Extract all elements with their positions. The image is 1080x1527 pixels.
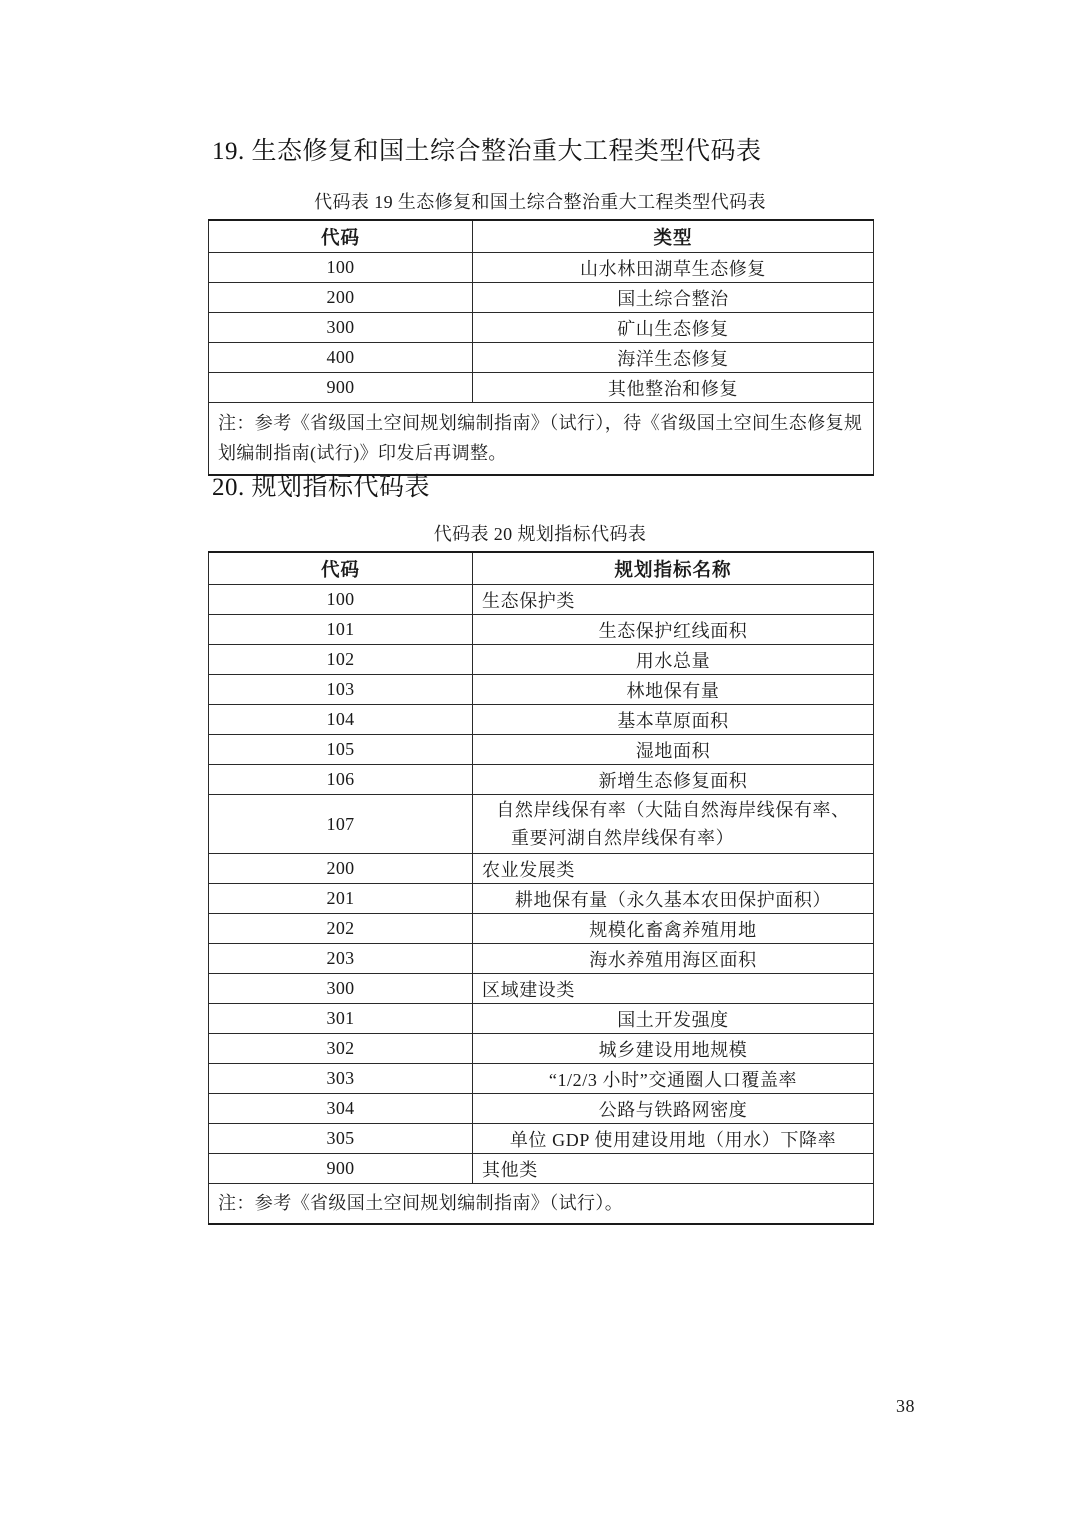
column-header-type: 类型: [473, 220, 874, 253]
table-row: [209, 615, 874, 645]
cell-indicator-name: 城乡建设用地规模: [473, 1034, 874, 1064]
cell-indicator-name: 林地保有量: [473, 675, 874, 705]
cell-code: 302: [209, 1034, 473, 1064]
code-table-20: [208, 551, 874, 1225]
cell-type: 矿山生态修复: [473, 313, 874, 343]
table-note-row: [209, 403, 874, 476]
table-row: [209, 675, 874, 705]
cell-code: 305: [209, 1124, 473, 1154]
table-note: [209, 403, 874, 476]
cell-code: 400: [209, 343, 473, 373]
cell-code: 300: [209, 974, 473, 1004]
cell-code: 300: [209, 313, 473, 343]
cell-code: 104: [209, 705, 473, 735]
note-line: 规划编制指南(试行)》印发后再调整。: [218, 413, 863, 463]
cell-code: 304: [209, 1094, 473, 1124]
table-row: [209, 645, 874, 675]
table-row: [209, 1124, 874, 1154]
section-heading-20: 20. 规划指标代码表: [212, 474, 431, 501]
cell-indicator-name: 用水总量: [473, 645, 874, 675]
cell-code: 101: [209, 615, 473, 645]
column-header-indicator-name: 规划指标名称: [473, 552, 874, 585]
cell-indicator-name: 国土开发强度: [473, 1004, 874, 1034]
cell-code: 103: [209, 675, 473, 705]
cell-code: 900: [209, 373, 473, 403]
table-caption-20: 代码表 20 规划指标代码表: [433, 524, 647, 544]
cell-indicator-name: 新增生态修复面积: [473, 765, 874, 795]
column-header-code: 代码: [209, 552, 473, 585]
cell-indicator-name: 区域建设类: [473, 974, 874, 1004]
cell-code: 102: [209, 645, 473, 675]
cell-code: 105: [209, 735, 473, 765]
table-row: [209, 1064, 874, 1094]
table-row: [209, 944, 874, 974]
cell-code: 301: [209, 1004, 473, 1034]
column-header-code: 代码: [209, 220, 473, 253]
note-line: 注：参考《省级国土空间规划编制指南》（试行），待《省级国土空间生态修复: [218, 413, 844, 433]
cell-code: 100: [209, 585, 473, 615]
section-heading-19: 19. 生态修复和国土综合整治重大工程类型代码表: [212, 138, 762, 165]
table-row: [209, 735, 874, 765]
cell-indicator-name: 湿地面积: [473, 735, 874, 765]
cell-indicator-name: 农业发展类: [473, 854, 874, 884]
cell-code: 100: [209, 253, 473, 283]
cell-code: 107: [209, 795, 473, 854]
table-row: [209, 283, 874, 313]
table-row: [209, 854, 874, 884]
cell-code: 200: [209, 283, 473, 313]
table-row: [209, 585, 874, 615]
table-caption-19: 代码表 19 生态修复和国土综合整治重大工程类型代码表: [314, 192, 766, 212]
cell-indicator-name: 耕地保有量（永久基本农田保护面积）: [473, 884, 874, 914]
table-note: 注：参考《省级国土空间规划编制指南》（试行）。: [209, 1184, 874, 1225]
table-row: [209, 253, 874, 283]
table-note-row: [209, 1184, 874, 1225]
table-row: [209, 705, 874, 735]
table-row: [209, 795, 874, 854]
cell-code: 303: [209, 1064, 473, 1094]
cell-code: 106: [209, 765, 473, 795]
table-row: [209, 974, 874, 1004]
indicator-name-line: 自然岸线保有率（大陆自然海岸线保有率、: [496, 800, 850, 820]
indicator-name-line: 重要河湖自然岸线保有率）: [511, 828, 735, 848]
table-row: [209, 1004, 874, 1034]
page-number: 38: [896, 1396, 915, 1416]
cell-code: 200: [209, 854, 473, 884]
cell-code: 202: [209, 914, 473, 944]
cell-indicator-name: 公路与铁路网密度: [473, 1094, 874, 1124]
cell-type: 国土综合整治: [473, 283, 874, 313]
table-header-row: [209, 220, 874, 253]
cell-indicator-name: “1/2/3 小时”交通圈人口覆盖率: [473, 1064, 874, 1094]
cell-indicator-name: 海水养殖用海区面积: [473, 944, 874, 974]
cell-type: 山水林田湖草生态修复: [473, 253, 874, 283]
cell-indicator-name: 生态保护类: [473, 585, 874, 615]
table-row: [209, 313, 874, 343]
table-row: [209, 1154, 874, 1184]
table-row: [209, 343, 874, 373]
table-header-row: [209, 552, 874, 585]
cell-indicator-name: 单位 GDP 使用建设用地（用水）下降率: [473, 1124, 874, 1154]
cell-type: 其他整治和修复: [473, 373, 874, 403]
table-row: [209, 1034, 874, 1064]
table-row: [209, 884, 874, 914]
table-row: [209, 765, 874, 795]
cell-indicator-name: [473, 795, 874, 854]
table-row: [209, 373, 874, 403]
cell-indicator-name: 规模化畜禽养殖用地: [473, 914, 874, 944]
table-row: [209, 1094, 874, 1124]
table-row: [209, 914, 874, 944]
cell-code: 203: [209, 944, 473, 974]
cell-indicator-name: 基本草原面积: [473, 705, 874, 735]
cell-indicator-name: 其他类: [473, 1154, 874, 1184]
cell-code: 201: [209, 884, 473, 914]
cell-indicator-name: 生态保护红线面积: [473, 615, 874, 645]
cell-code: 900: [209, 1154, 473, 1184]
cell-type: 海洋生态修复: [473, 343, 874, 373]
code-table-19: [208, 219, 874, 476]
